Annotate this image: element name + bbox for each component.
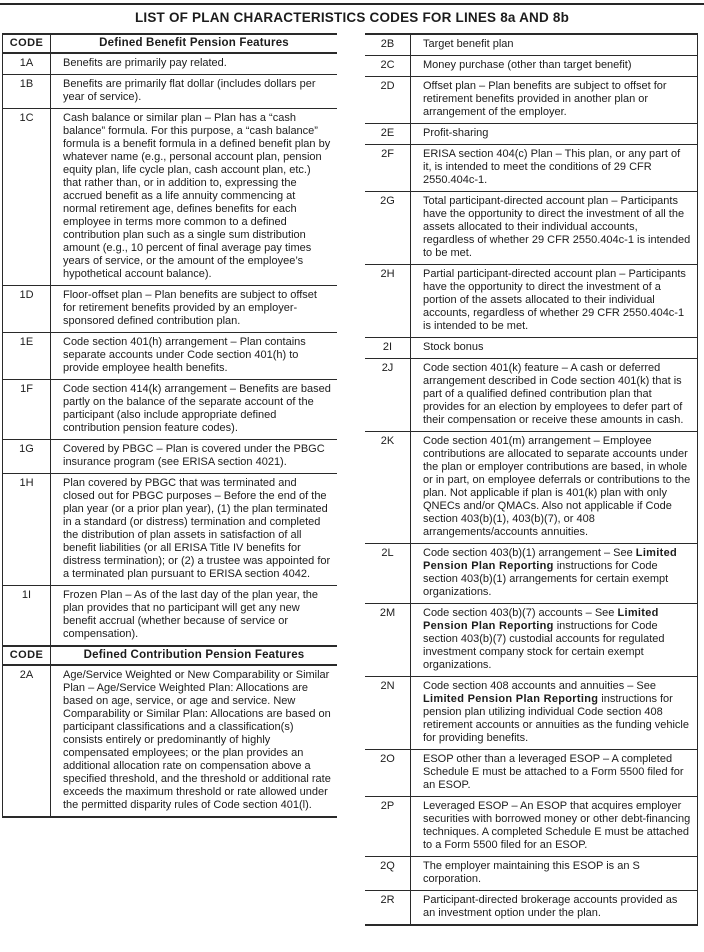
description-cell	[411, 359, 697, 431]
section-title: Defined Benefit Pension Features	[99, 37, 289, 49]
code-cell: 2M	[365, 604, 411, 676]
text-run: instructions for pension plan utilizing individual Code section 408 retirement accounts or annuities as the funding vehicle for providing benefits.	[423, 693, 689, 744]
table-row	[365, 191, 697, 264]
description-cell	[51, 666, 337, 816]
text-run: Stock bonus	[423, 341, 484, 353]
description-cell	[411, 857, 697, 890]
table-row	[3, 332, 337, 379]
text-run: Code section 401(k) feature – A cash or deferred arrangement described in Code section 401(k) that is part of a qualified defined contribution plan that provides for an election by employees to defer part of their compensation or receive these amounts in cash.	[423, 362, 684, 426]
table-row	[365, 676, 697, 749]
description-cell	[411, 192, 697, 264]
description-cell	[411, 56, 697, 76]
table-row	[365, 337, 697, 358]
text-run: ESOP other than a leveraged ESOP – A completed Schedule E must be attached to a Form 5500 filed for an ESOP.	[423, 753, 684, 791]
code-column-header: CODE	[3, 35, 51, 52]
code-cell: 2K	[365, 432, 411, 543]
code-column-header: CODE	[3, 647, 51, 664]
description-cell	[411, 35, 697, 55]
table-row	[365, 890, 697, 924]
table-row	[365, 749, 697, 796]
description-cell	[411, 432, 697, 543]
table-row	[3, 666, 337, 816]
text-run: instructions for Code section 403(b)(1) arrangements for certain exempt organizations.	[423, 560, 669, 598]
code-cell: 2Q	[365, 857, 411, 890]
code-cell: 2J	[365, 359, 411, 431]
code-cell: 2A	[3, 666, 51, 816]
description-cell	[411, 544, 697, 603]
text-run: Age/Service Weighted or New Comparability or Similar Plan – Age/Service Weighted Plan: Allocations are based on age, service, or age and service. New Comparability or Similar Plan: Allocations are based on participant classifications and a classification(s) consists entirely or predominantly of highly compensated employees; or the plan provides an additional allocation rate on compensation above a specified threshold, and the threshold or additional rate exceeds the maximum threshold or rate allowed under the permitted disparity rules of Code section 401(l).	[63, 669, 331, 811]
code-cell: 2P	[365, 797, 411, 856]
text-run: Code section 401(m) arrangement – Employee contributions are allocated to separate accounts under the plan or employer contributions are based, in whole or in part, on employee deferrals or contributions to the plan. Not applicable if plan is 401(k) plan with only QNECs and/or QMACs. Also not applicable if Code section 403(b)(1), 403(b)(7), or 408 arrangements/accounts annuities.	[423, 435, 691, 538]
description-cell	[411, 750, 697, 796]
text-run: Target benefit plan	[423, 38, 514, 50]
code-cell: 2D	[365, 77, 411, 123]
description-cell	[51, 109, 337, 285]
code-cell: 1E	[3, 333, 51, 379]
section-header-row	[3, 645, 337, 666]
description-cell	[411, 124, 697, 144]
code-cell: 2H	[365, 265, 411, 337]
code-cell: 2R	[365, 891, 411, 924]
table-row	[365, 76, 697, 123]
table-row	[365, 796, 697, 856]
code-cell: 1B	[3, 75, 51, 108]
table-row	[3, 473, 337, 585]
table-row	[365, 543, 697, 603]
code-cell: 2F	[365, 145, 411, 191]
description-cell	[411, 77, 697, 123]
code-cell: 2O	[365, 750, 411, 796]
description-cell	[411, 677, 697, 749]
text-run: Code section 414(k) arrangement – Benefits are based partly on the balance of the separate account of the participant (also include appropriate defined contribution pension feature codes).	[63, 383, 331, 434]
code-cell: 1H	[3, 474, 51, 585]
description-cell	[51, 75, 337, 108]
code-cell: 2E	[365, 124, 411, 144]
code-cell: 1G	[3, 440, 51, 473]
code-cell: 1C	[3, 109, 51, 285]
table-row	[365, 264, 697, 337]
text-run: Money purchase (other than target benefit)	[423, 59, 632, 71]
description-cell	[411, 338, 697, 358]
description-cell	[411, 265, 697, 337]
text-run: Cash balance or similar plan – Plan has a “cash balance” formula. For this purpose, a “cash balance” formula is a benefit formula in a defined benefit plan by whatever name (e.g., personal account plan, pension equity plan, life cycle plan, cash account plan, etc.) that rather than, or in addition to, expressing the accrued benefit as a life annuity commencing at normal retirement age, defines benefits for each employee in terms more common to a defined contribution plan such as a single sum distribution amount (e.g., 10 percent of final average pay times years of service, or the amount of the employee’s hypothetical account balance).	[63, 112, 331, 280]
code-cell: 2B	[365, 35, 411, 55]
text-run: ERISA section 404(c) Plan – This plan, or any part of it, is intended to meet the conditions of 29 CFR 2550.404c-1.	[423, 148, 681, 186]
code-cell: 1F	[3, 380, 51, 439]
text-run: instructions for Code section 403(b)(7) custodial accounts for regulated investment company stock for certain exempt organizations.	[423, 620, 665, 671]
table-row	[365, 603, 697, 676]
left-table	[2, 33, 337, 818]
description-cell	[411, 797, 697, 856]
table-row	[3, 74, 337, 108]
code-cell: 1D	[3, 286, 51, 332]
code-cell: 2L	[365, 544, 411, 603]
bold-phrase: Limited Pension Plan Reporting	[423, 607, 659, 632]
table-row	[3, 585, 337, 645]
description-cell	[51, 586, 337, 645]
text-run: Code section 401(h) arrangement – Plan contains separate accounts under Code section 401(h) to provide employee health benefits.	[63, 336, 306, 374]
bold-phrase: Limited Pension Plan Reporting	[423, 693, 599, 705]
description-cell	[411, 891, 697, 924]
text-run: Benefits are primarily pay related.	[63, 57, 227, 69]
description-cell	[51, 474, 337, 585]
table-row	[365, 856, 697, 890]
description-cell	[411, 145, 697, 191]
description-cell	[51, 440, 337, 473]
top-rule	[0, 3, 704, 5]
table-row	[365, 35, 697, 55]
table-row	[365, 144, 697, 191]
text-run: Offset plan – Plan benefits are subject to offset for retirement benefits provided in another plan or arrangement of the employer.	[423, 80, 667, 118]
bold-phrase: Limited Pension Plan Reporting	[423, 547, 678, 572]
description-cell	[51, 333, 337, 379]
code-cell: 2I	[365, 338, 411, 358]
code-cell: 2C	[365, 56, 411, 76]
text-run: Participant-directed brokerage accounts provided as an investment option under the plan.	[423, 894, 678, 919]
text-run: Profit-sharing	[423, 127, 489, 139]
table-row	[3, 108, 337, 285]
text-run: Covered by PBGC – Plan is covered under the PBGC insurance program (see ERISA section 4021).	[63, 443, 325, 468]
text-run: Code section 403(b)(1) arrangement – See	[423, 547, 636, 559]
description-cell	[51, 380, 337, 439]
table-row	[365, 431, 697, 543]
page-title: LIST OF PLAN CHARACTERISTICS CODES FOR LINES 8a AND 8b	[134, 10, 570, 25]
section-header-row	[3, 33, 337, 54]
description-cell	[51, 54, 337, 74]
table-row	[3, 285, 337, 332]
text-run: Partial participant-directed account plan – Participants have the opportunity to direct the investment of a portion of the assets allocated to their individual accounts, regardless of whether 29 CFR 2550.404c-1 is intended to be met.	[423, 268, 686, 332]
text-run: Benefits are primarily flat dollar (includes dollars per year of service).	[63, 78, 316, 103]
table-row	[3, 379, 337, 439]
text-run: Plan covered by PBGC that was terminated and closed out for PBGC purposes – Before the end of the plan year (or a prior plan year), (1) the plan terminated in a standard (or distress) termination and completed the distribution of plan assets in satisfaction of all benefit liabilities (or all ERISA Title IV benefits for distress termination); or (2) a trustee was appointed for a terminated plan pursuant to ERISA section 4042.	[63, 477, 331, 580]
text-run: Code section 408 accounts and annuities – See	[423, 680, 656, 692]
text-run: Frozen Plan – As of the last day of the plan year, the plan provides that no participant will get any new benefit accrual (whether because of service or compensation).	[63, 589, 318, 640]
table-row	[3, 54, 337, 74]
columns	[2, 33, 698, 926]
text-run: Floor-offset plan – Plan benefits are subject to offset for retirement benefits provided by an employer-sponsored defined contribution plan.	[63, 289, 317, 327]
text-run: Leveraged ESOP – An ESOP that acquires employer securities with borrowed money or other debt-financing techniques. A completed Schedule E must be attached to a Form 5500 filed for an ESOP.	[423, 800, 691, 851]
text-run: The employer maintaining this ESOP is an S corporation.	[423, 860, 640, 885]
table-row	[365, 358, 697, 431]
text-run: Code section 403(b)(7) accounts – See	[423, 607, 618, 619]
text-run: Total participant-directed account plan – Participants have the opportunity to direct the investment of all the assets allocated to their individual accounts, regardless of whether 29 CFR 2550.404c-1 is intended to be met.	[423, 195, 691, 259]
code-cell: 1I	[3, 586, 51, 645]
code-cell: 2G	[365, 192, 411, 264]
description-cell	[411, 604, 697, 676]
table-row	[3, 439, 337, 473]
table-row	[365, 55, 697, 76]
table-row	[365, 123, 697, 144]
section-title: Defined Contribution Pension Features	[83, 649, 305, 661]
description-cell	[51, 286, 337, 332]
right-table	[365, 33, 698, 926]
code-cell: 2N	[365, 677, 411, 749]
code-cell: 1A	[3, 54, 51, 74]
